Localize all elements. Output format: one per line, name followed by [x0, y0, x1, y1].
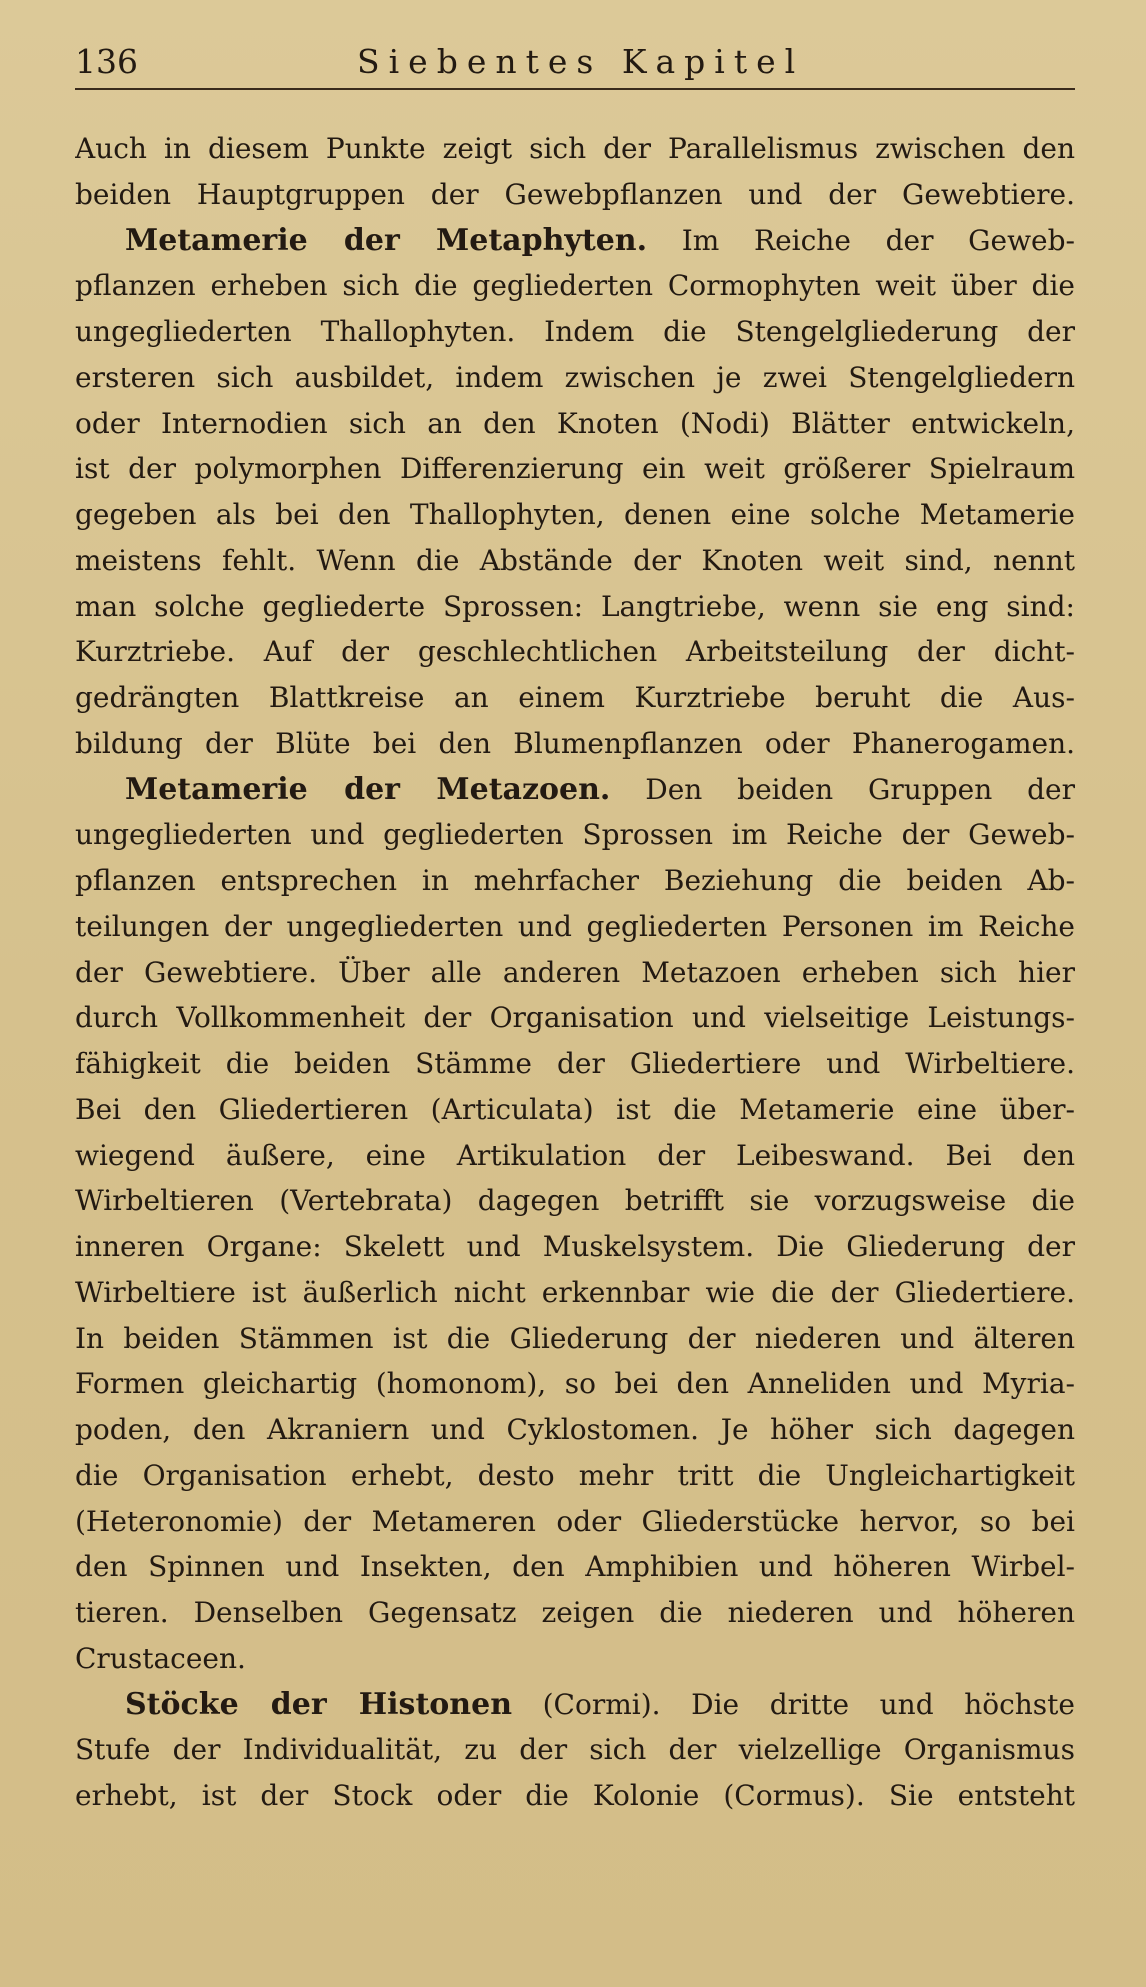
line-text: Wirbeltieren (Vertebrata) dagegen betrifft sie vorzugsweise die	[75, 1184, 1075, 1218]
text-line	[75, 1727, 1075, 1773]
line-text: ersteren sich ausbildet, indem zwischen je zwei Stengelgliedern	[75, 360, 1075, 394]
line-text: bildung der Blüte bei den Blumenpflanzen oder Phanerogamen.	[75, 726, 1075, 760]
line-text: meistens fehlt. Wenn die Abstände der Knoten weit sind, nennt	[75, 543, 1075, 577]
page-header	[75, 42, 1075, 90]
line-text: erhebt, ist der Stock oder die Kolonie (Cormus). Sie entsteht	[75, 1779, 1075, 1812]
text-line	[75, 446, 1075, 492]
section-heading: Metamerie der Metazoen.	[125, 771, 611, 807]
body-text	[75, 126, 1075, 1819]
line-text: wiegend äußere, eine Artikulation der Leibeswand. Bei den	[75, 1138, 1075, 1172]
text-line	[75, 812, 1075, 858]
line-text: fähigkeit die beiden Stämme der Gliedertiere und Wirbeltiere.	[75, 1047, 1075, 1080]
text-line	[75, 1544, 1075, 1590]
line-text: Crustaceen.	[75, 1641, 246, 1675]
text-line	[75, 1178, 1075, 1224]
line-text: (Heteronomie) der Metameren oder Gliederstücke hervor, so bei	[75, 1504, 1075, 1538]
text-line	[75, 1682, 1075, 1728]
line-text: pflanzen entsprechen in mehrfacher Beziehung die beiden Ab-	[75, 864, 1075, 897]
text-line	[75, 675, 1075, 721]
text-line	[75, 355, 1075, 401]
running-head: Siebentes Kapitel	[357, 42, 805, 81]
section-heading: Metamerie der Metaphyten.	[125, 222, 648, 258]
header-rule	[75, 88, 1075, 90]
line-text: Stufe der Individualität, zu der sich der vielzellige Organismus	[75, 1733, 1075, 1767]
line-text: inneren Organe: Skelett und Muskelsystem. Die Gliederung der	[75, 1230, 1075, 1263]
text-line	[75, 1087, 1075, 1133]
text-line	[75, 1636, 1075, 1682]
text-line	[75, 1407, 1075, 1453]
line-text: pflanzen erheben sich die gegliederten Cormophyten weit über die	[75, 269, 1075, 303]
line-text: gegeben als bei den Thallophyten, denen eine solche Metamerie	[75, 498, 1075, 531]
line-text: gedrängten Blattkreise an einem Kurztriebe beruht die Aus-	[75, 681, 1075, 714]
line-text: (Cormi). Die dritte und höchste	[512, 1687, 1075, 1721]
line-text: Den beiden Gruppen der	[610, 772, 1075, 806]
line-text: In beiden Stämmen ist die Gliederung der niederen und älteren	[75, 1321, 1075, 1355]
text-line	[75, 1499, 1075, 1545]
text-line	[75, 767, 1075, 813]
text-line	[75, 904, 1075, 950]
line-text: Im Reiche der Geweb-	[647, 223, 1075, 257]
text-line	[75, 1041, 1075, 1087]
page-number: 136	[75, 42, 138, 81]
text-line	[75, 538, 1075, 584]
text-line	[75, 1453, 1075, 1499]
text-line	[75, 126, 1075, 172]
text-line	[75, 995, 1075, 1041]
line-text: Formen gleichartig (homonom), so bei den Anneliden und Myria-	[75, 1367, 1075, 1401]
text-line	[75, 584, 1075, 630]
text-line	[75, 1224, 1075, 1270]
line-text: ist der polymorphen Differenzierung ein weit größerer Spielraum	[75, 452, 1075, 486]
text-line	[75, 401, 1075, 447]
text-line	[75, 1316, 1075, 1362]
line-text: durch Vollkommenheit der Organisation und vielseitige Leistungs-	[75, 1001, 1075, 1035]
line-text: Auch in diesem Punkte zeigt sich der Parallelismus zwischen den	[75, 132, 1075, 165]
line-text: Kurztriebe. Auf der geschlechtlichen Arbeitsteilung der dicht-	[75, 635, 1075, 669]
line-text: die Organisation erhebt, desto mehr tritt die Ungleichartigkeit	[75, 1458, 1075, 1492]
line-text: Wirbeltiere ist äußerlich nicht erkennbar wie die der Gliedertiere.	[75, 1275, 1075, 1309]
line-text: tieren. Denselben Gegensatz zeigen die niederen und höheren	[75, 1596, 1075, 1629]
text-line	[75, 1361, 1075, 1407]
line-text: ungegliederten und gegliederten Sprossen im Reiche der Geweb-	[75, 818, 1075, 852]
line-text: beiden Hauptgruppen der Gewebpflanzen und der Gewebtiere.	[75, 177, 1075, 211]
text-line	[75, 1773, 1075, 1819]
line-text: teilungen der ungegliederten und gegliederten Personen im Reiche	[75, 909, 1075, 943]
text-line	[75, 492, 1075, 538]
line-text: der Gewebtiere. Über alle anderen Metazoen erheben sich hier	[75, 955, 1075, 989]
text-line	[75, 263, 1075, 309]
line-text: ungegliederten Thallophyten. Indem die Stengelgliederung der	[75, 315, 1075, 348]
text-line	[75, 1133, 1075, 1179]
text-line	[75, 1270, 1075, 1316]
text-line	[75, 858, 1075, 904]
line-text: man solche gegliederte Sprossen: Langtriebe, wenn sie eng sind:	[75, 589, 1075, 623]
text-line	[75, 1590, 1075, 1636]
line-text: oder Internodien sich an den Knoten (Nodi) Blätter entwickeln,	[75, 406, 1075, 440]
text-line	[75, 218, 1075, 264]
line-text: den Spinnen und Insekten, den Amphibien und höheren Wirbel-	[75, 1550, 1075, 1584]
line-text: Bei den Gliedertieren (Articulata) ist die Metamerie eine über-	[75, 1092, 1075, 1126]
text-line	[75, 309, 1075, 355]
section-heading: Stöcke der Histonen	[125, 1686, 513, 1722]
line-text: poden, den Akraniern und Cyklostomen. Je höher sich dagegen	[75, 1413, 1075, 1446]
text-line	[75, 721, 1075, 767]
text-line	[75, 629, 1075, 675]
text-line	[75, 950, 1075, 996]
text-line	[75, 172, 1075, 218]
